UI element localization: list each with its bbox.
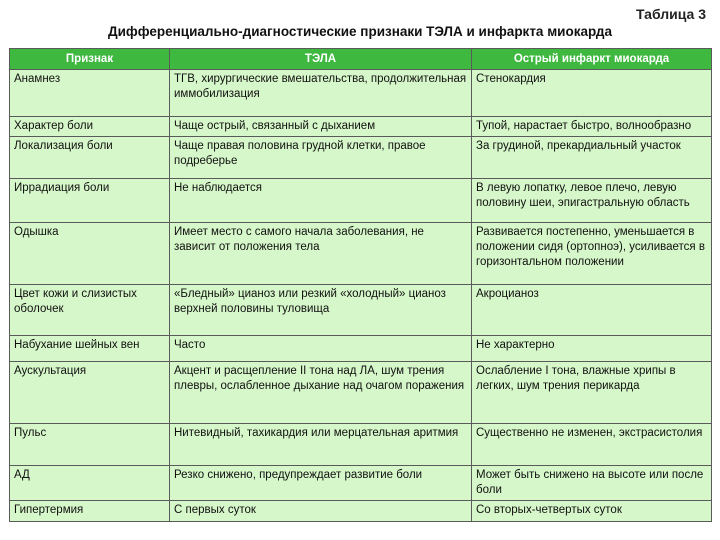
cell-tela: Часто [170, 336, 472, 362]
table-row [10, 117, 712, 137]
table-row [10, 336, 712, 362]
table-title: Дифференциально-диагностические признаки ТЭЛА и инфаркта миокарда [108, 24, 612, 39]
cell-mi: Не характерно [472, 336, 712, 362]
cell-tela: ТГВ, хирургические вмешательства, продолжительная иммобилизация [170, 70, 472, 117]
cell-tela: Резко снижено, предупреждает развитие боли [170, 466, 472, 501]
cell-tela: С первых суток [170, 501, 472, 522]
cell-sign: Одышка [10, 223, 170, 285]
cell-mi: Может быть снижено на высоте или после боли [472, 466, 712, 501]
diagnostic-table [9, 48, 712, 522]
cell-sign: Цвет кожи и слизистых оболочек [10, 285, 170, 336]
cell-sign: Пульс [10, 424, 170, 466]
cell-mi: Развивается постепенно, уменьшается в положении сидя (ортопноэ), усиливается в горизонтальном положении [472, 223, 712, 285]
cell-mi: Стенокардия [472, 70, 712, 117]
header-mi: Острый инфаркт миокарда [472, 49, 712, 70]
cell-tela: «Бледный» цианоз или резкий «холодный» цианоз верхней половины туловища [170, 285, 472, 336]
cell-sign: Гипертермия [10, 501, 170, 522]
table-row [10, 362, 712, 424]
cell-sign: Аускультация [10, 362, 170, 424]
table-row [10, 179, 712, 223]
cell-tela: Чаще правая половина грудной клетки, правое подреберье [170, 137, 472, 179]
cell-sign: Иррадиация боли [10, 179, 170, 223]
cell-sign: Набухание шейных вен [10, 336, 170, 362]
table-row [10, 424, 712, 466]
cell-mi: Существенно не изменен, экстрасистолия [472, 424, 712, 466]
header-sign: Признак [10, 49, 170, 70]
cell-mi: За грудиной, прекардиальный участок [472, 137, 712, 179]
table-row [10, 223, 712, 285]
table-row [10, 70, 712, 117]
cell-sign: Локализация боли [10, 137, 170, 179]
header-tela: ТЭЛА [170, 49, 472, 70]
cell-sign: АД [10, 466, 170, 501]
cell-sign: Характер боли [10, 117, 170, 137]
cell-sign: Анамнез [10, 70, 170, 117]
table-row [10, 137, 712, 179]
cell-mi: Акроцианоз [472, 285, 712, 336]
cell-tela: Не наблюдается [170, 179, 472, 223]
cell-mi: Со вторых-четвертых суток [472, 501, 712, 522]
cell-mi: В левую лопатку, левое плечо, левую половину шеи, эпигастральную область [472, 179, 712, 223]
cell-mi: Ослабление I тона, влажные хрипы в легких, шум трения перикарда [472, 362, 712, 424]
cell-tela: Имеет место с самого начала заболевания, не зависит от положения тела [170, 223, 472, 285]
header-row [10, 49, 712, 70]
cell-tela: Акцент и расщепление II тона над ЛА, шум трения плевры, ослабленное дыхание над очагом поражения [170, 362, 472, 424]
table-number: Таблица 3 [635, 6, 706, 22]
cell-mi: Тупой, нарастает быстро, волнообразно [472, 117, 712, 137]
cell-tela: Нитевидный, тахикардия или мерцательная аритмия [170, 424, 472, 466]
table-row [10, 285, 712, 336]
table-row [10, 501, 712, 522]
cell-tela: Чаще острый, связанный с дыханием [170, 117, 472, 137]
table-row [10, 466, 712, 501]
